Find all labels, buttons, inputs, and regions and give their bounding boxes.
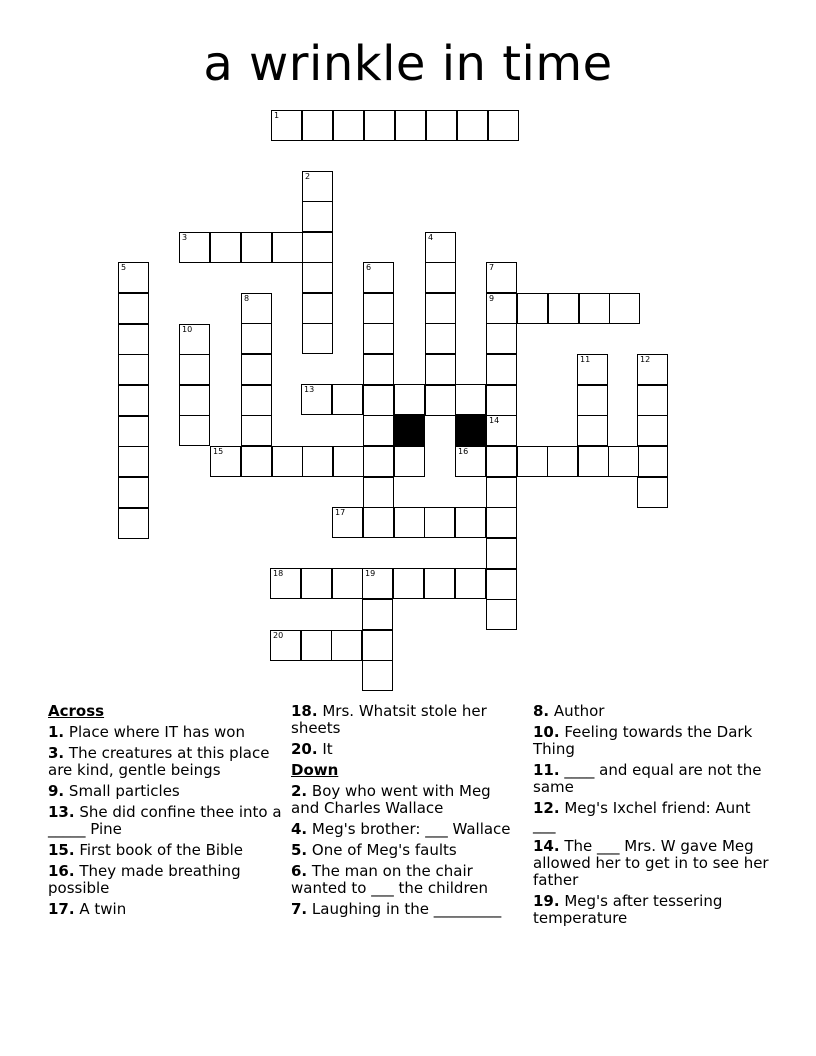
clue-across-13: 13. She did confine thee into a _____ Pine xyxy=(48,803,282,838)
grid-cell[interactable] xyxy=(241,232,272,263)
grid-cell[interactable] xyxy=(302,201,333,232)
grid-cell-15[interactable] xyxy=(210,446,241,477)
grid-cell[interactable] xyxy=(486,538,517,569)
grid-cell[interactable] xyxy=(455,384,486,415)
grid-cell[interactable] xyxy=(118,293,149,324)
grid-cell-17[interactable] xyxy=(332,507,363,538)
grid-cell[interactable] xyxy=(364,110,395,141)
grid-cell[interactable] xyxy=(331,630,362,661)
grid-cell[interactable] xyxy=(363,415,394,446)
clues-column-3 xyxy=(533,703,773,931)
cell-number: 19 xyxy=(365,569,376,578)
grid-cell[interactable] xyxy=(179,415,210,446)
cell-number: 8 xyxy=(244,294,250,303)
grid-cell[interactable] xyxy=(333,110,364,141)
cell-number: 14 xyxy=(489,416,500,425)
grid-cell-19[interactable] xyxy=(362,568,393,599)
clue-down-7: 7. Laughing in the _________ xyxy=(291,900,502,918)
grid-cell-20[interactable] xyxy=(270,630,301,661)
cell-number: 7 xyxy=(489,263,495,272)
grid-cell[interactable] xyxy=(486,385,517,416)
grid-cell-3[interactable] xyxy=(179,232,210,263)
grid-cell[interactable] xyxy=(455,568,486,599)
grid-cell-14[interactable] xyxy=(486,415,517,446)
grid-cell-18[interactable] xyxy=(270,568,301,599)
grid-cell[interactable] xyxy=(608,446,639,477)
grid-cell[interactable] xyxy=(272,232,303,263)
grid-cell[interactable] xyxy=(394,384,425,415)
grid-cell[interactable] xyxy=(302,293,333,324)
grid-cell[interactable] xyxy=(118,324,149,355)
grid-cell[interactable] xyxy=(363,477,394,508)
clue-across-17: 17. A twin xyxy=(48,900,127,918)
grid-cell-11[interactable] xyxy=(577,354,608,385)
grid-cell[interactable] xyxy=(362,599,393,630)
grid-cell[interactable] xyxy=(425,385,456,416)
grid-cell[interactable] xyxy=(118,508,149,539)
grid-cell[interactable] xyxy=(548,293,579,324)
clue-across-15: 15. First book of the Bible xyxy=(48,841,244,859)
grid-cell[interactable] xyxy=(301,630,332,661)
grid-cell[interactable] xyxy=(118,354,149,385)
cell-number: 6 xyxy=(366,263,372,272)
grid-cell[interactable] xyxy=(637,415,668,446)
clue-down-12: 12. Meg's Ixchel friend: Aunt ___ xyxy=(533,799,751,834)
grid-cell[interactable] xyxy=(425,293,456,324)
cell-number: 4 xyxy=(428,233,434,242)
grid-cell[interactable] xyxy=(179,354,210,385)
grid-cell[interactable] xyxy=(455,507,486,538)
clue-across-1: 1. Place where IT has won xyxy=(48,723,245,741)
cell-number: 13 xyxy=(304,385,315,394)
cell-number: 1 xyxy=(274,111,280,120)
grid-cell[interactable] xyxy=(637,446,668,477)
grid-cell-10[interactable] xyxy=(179,324,210,355)
grid-cell[interactable] xyxy=(301,568,332,599)
grid-cell[interactable] xyxy=(302,323,333,354)
clue-across-3: 3. The creatures at this place are kind, gentle beings xyxy=(48,744,270,779)
grid-cell[interactable] xyxy=(486,599,517,630)
grid-cell[interactable] xyxy=(332,568,363,599)
cell-number: 9 xyxy=(489,294,495,303)
grid-cell[interactable] xyxy=(302,446,333,477)
grid-cell[interactable] xyxy=(118,416,149,447)
grid-cell[interactable] xyxy=(424,507,455,538)
grid-cell[interactable] xyxy=(578,446,609,477)
grid-cell-16[interactable] xyxy=(455,446,486,477)
grid-cell[interactable] xyxy=(363,293,394,324)
grid-cell[interactable] xyxy=(579,293,610,324)
clue-across-18: 18. Mrs. Whatsit stole her sheets xyxy=(291,702,487,737)
grid-cell-13[interactable] xyxy=(301,384,332,415)
grid-cell-12[interactable] xyxy=(637,354,668,385)
grid-cell-6[interactable] xyxy=(363,262,394,293)
grid-cell[interactable] xyxy=(118,446,149,477)
grid-cell[interactable] xyxy=(333,446,364,477)
grid-cell[interactable] xyxy=(457,110,488,141)
clue-across-9: 9. Small particles xyxy=(48,782,180,800)
grid-cell-4[interactable] xyxy=(425,232,456,263)
clue-down-6: 6. The man on the chair wanted to ___ the children xyxy=(291,862,489,897)
grid-cell[interactable] xyxy=(486,446,517,477)
black-square xyxy=(455,415,486,446)
grid-cell[interactable] xyxy=(395,110,426,141)
grid-cell[interactable] xyxy=(517,446,548,477)
grid-cell[interactable] xyxy=(424,568,455,599)
clue-across-20: 20. It xyxy=(291,740,333,758)
grid-cell[interactable] xyxy=(272,446,303,477)
grid-cell[interactable] xyxy=(241,354,272,385)
grid-cell[interactable] xyxy=(363,323,394,354)
grid-cell[interactable] xyxy=(241,446,272,477)
grid-cell[interactable] xyxy=(637,385,668,416)
across-heading: Across xyxy=(48,702,105,720)
down-heading: Down xyxy=(291,761,339,779)
clues-column-2 xyxy=(291,703,517,922)
page-title: a wrinkle in time xyxy=(203,36,613,92)
grid-cell[interactable] xyxy=(426,110,457,141)
grid-cell-1[interactable] xyxy=(271,110,302,141)
clue-down-5: 5. One of Meg's faults xyxy=(291,841,457,859)
grid-cell[interactable] xyxy=(637,477,668,508)
grid-cell-2[interactable] xyxy=(302,171,333,202)
grid-cell[interactable] xyxy=(118,385,149,416)
grid-cell[interactable] xyxy=(488,110,519,141)
clue-down-8: 8. Author xyxy=(533,702,605,720)
cell-number: 16 xyxy=(458,447,469,456)
grid-cell[interactable] xyxy=(210,232,241,263)
grid-cell[interactable] xyxy=(241,415,272,446)
cell-number: 11 xyxy=(580,355,591,364)
grid-cell[interactable] xyxy=(363,385,394,416)
clues-column-1 xyxy=(48,703,284,922)
clue-down-14: 14. The ___ Mrs. W gave Meg allowed her to get in to see her father xyxy=(533,837,769,889)
grid-cell[interactable] xyxy=(179,385,210,416)
black-square xyxy=(394,415,425,446)
clue-down-11: 11. ____ and equal are not the same xyxy=(533,761,762,796)
grid-cell[interactable] xyxy=(394,446,425,477)
grid-cell[interactable] xyxy=(394,507,425,538)
cell-number: 12 xyxy=(640,355,651,364)
grid-cell-5[interactable] xyxy=(118,262,149,293)
cell-number: 20 xyxy=(273,631,284,640)
clue-down-2: 2. Boy who went with Meg and Charles Wallace xyxy=(291,782,491,817)
grid-cell[interactable] xyxy=(609,293,640,324)
cell-number: 10 xyxy=(182,325,193,334)
grid-cell[interactable] xyxy=(393,568,424,599)
grid-cell[interactable] xyxy=(363,446,394,477)
clue-down-4: 4. Meg's brother: ___ Wallace xyxy=(291,820,511,838)
grid-cell[interactable] xyxy=(363,354,394,385)
grid-cell[interactable] xyxy=(425,262,456,293)
clue-across-16: 16. They made breathing possible xyxy=(48,862,241,897)
grid-cell[interactable] xyxy=(118,477,149,508)
cell-number: 17 xyxy=(335,508,346,517)
grid-cell[interactable] xyxy=(486,507,517,538)
grid-cell[interactable] xyxy=(302,232,333,263)
clue-down-19: 19. Meg's after tessering temperature xyxy=(533,892,723,927)
grid-cell[interactable] xyxy=(547,446,578,477)
cell-number: 18 xyxy=(273,569,284,578)
grid-cell[interactable] xyxy=(517,293,548,324)
grid-cell[interactable] xyxy=(425,323,456,354)
grid-cell[interactable] xyxy=(302,262,333,293)
grid-cell[interactable] xyxy=(241,385,272,416)
grid-cell[interactable] xyxy=(425,354,456,385)
grid-cell[interactable] xyxy=(241,323,272,354)
clue-down-10: 10. Feeling towards the Dark Thing xyxy=(533,723,753,758)
grid-cell[interactable] xyxy=(363,507,394,538)
cell-number: 15 xyxy=(213,447,224,456)
grid-cell-9[interactable] xyxy=(486,293,517,324)
grid-cell[interactable] xyxy=(486,569,517,600)
grid-cell-8[interactable] xyxy=(241,293,272,324)
grid-cell[interactable] xyxy=(486,323,517,354)
grid-cell[interactable] xyxy=(577,415,608,446)
grid-cell[interactable] xyxy=(332,384,363,415)
cell-number: 2 xyxy=(305,172,311,181)
grid-cell[interactable] xyxy=(362,660,393,691)
grid-cell[interactable] xyxy=(486,477,517,508)
cell-number: 5 xyxy=(121,263,127,272)
grid-cell[interactable] xyxy=(486,354,517,385)
grid-cell[interactable] xyxy=(362,630,393,661)
grid-cell[interactable] xyxy=(302,110,333,141)
grid-cell[interactable] xyxy=(577,385,608,416)
grid-cell-7[interactable] xyxy=(486,262,517,293)
cell-number: 3 xyxy=(182,233,188,242)
